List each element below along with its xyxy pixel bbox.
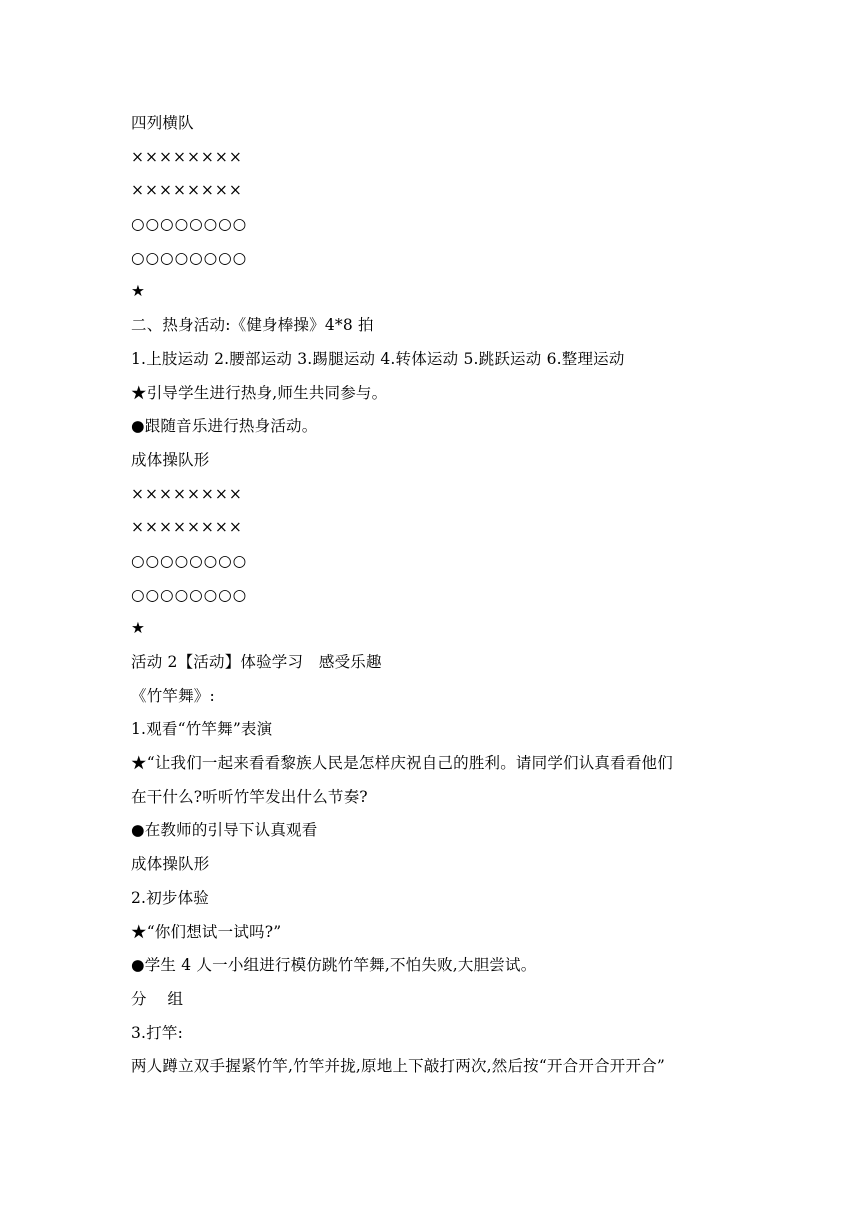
dance-title: 《竹竿舞》: (131, 686, 215, 705)
formation-title: 四列横队 (131, 114, 194, 132)
step-description: 两人蹲立双手握紧竹竿,竹竿并拢,原地上下敲打两次,然后按“开合开合开开合” (131, 1057, 666, 1076)
formation-row-cross: ×××××××× (131, 518, 243, 537)
grouping-label: 分 组 (131, 989, 184, 1008)
formation-row-cross: ×××××××× (131, 484, 243, 503)
step-heading: 2.初步体验 (131, 888, 209, 907)
formation-row-circle: ○○○○○○○○ (131, 215, 248, 234)
step-heading: 3.打竿: (131, 1023, 184, 1042)
teacher-instruction: ★“你们想试一试吗?” (131, 922, 282, 941)
formation-row-circle: ○○○○○○○○ (131, 551, 248, 570)
step-heading: 1.观看“竹竿舞”表演 (131, 720, 273, 739)
student-activity: ●学生 4 人一小组进行模仿跳竹竿舞,不怕失败,大胆尝试。 (131, 956, 537, 975)
formation-row-circle: ○○○○○○○○ (131, 585, 248, 604)
warmup-exercise-list: 1.上肢运动 2.腰部运动 3.踢腿运动 4.转体运动 5.跳跃运动 6.整理运动 (131, 349, 625, 368)
section-heading-activity-2: 活动 2【活动】体验学习 感受乐趣 (131, 653, 382, 671)
teacher-instruction: ★“让我们一起来看看黎族人民是怎样庆祝自己的胜利。请同学们认真看看他们 (131, 754, 673, 773)
formation-title: 成体操队形 (131, 450, 210, 469)
formation-row-cross: ×××××××× (131, 181, 243, 200)
teacher-instruction-continued: 在干什么?听听竹竿发出什么节奏? (131, 787, 368, 806)
teacher-instruction: ★引导学生进行热身,师生共同参与。 (131, 383, 388, 402)
teacher-star-marker: ★ (131, 619, 146, 638)
document-body (131, 107, 741, 1084)
teacher-star-marker: ★ (131, 282, 146, 301)
formation-title: 成体操队形 (131, 855, 210, 874)
formation-row-circle: ○○○○○○○○ (131, 248, 248, 267)
student-activity: ●跟随音乐进行热身活动。 (131, 417, 318, 436)
section-heading-warmup: 二、热身活动:《健身棒操》4*8 拍 (131, 316, 374, 335)
student-activity: ●在教师的引导下认真观看 (131, 821, 318, 840)
formation-row-cross: ×××××××× (131, 147, 243, 166)
